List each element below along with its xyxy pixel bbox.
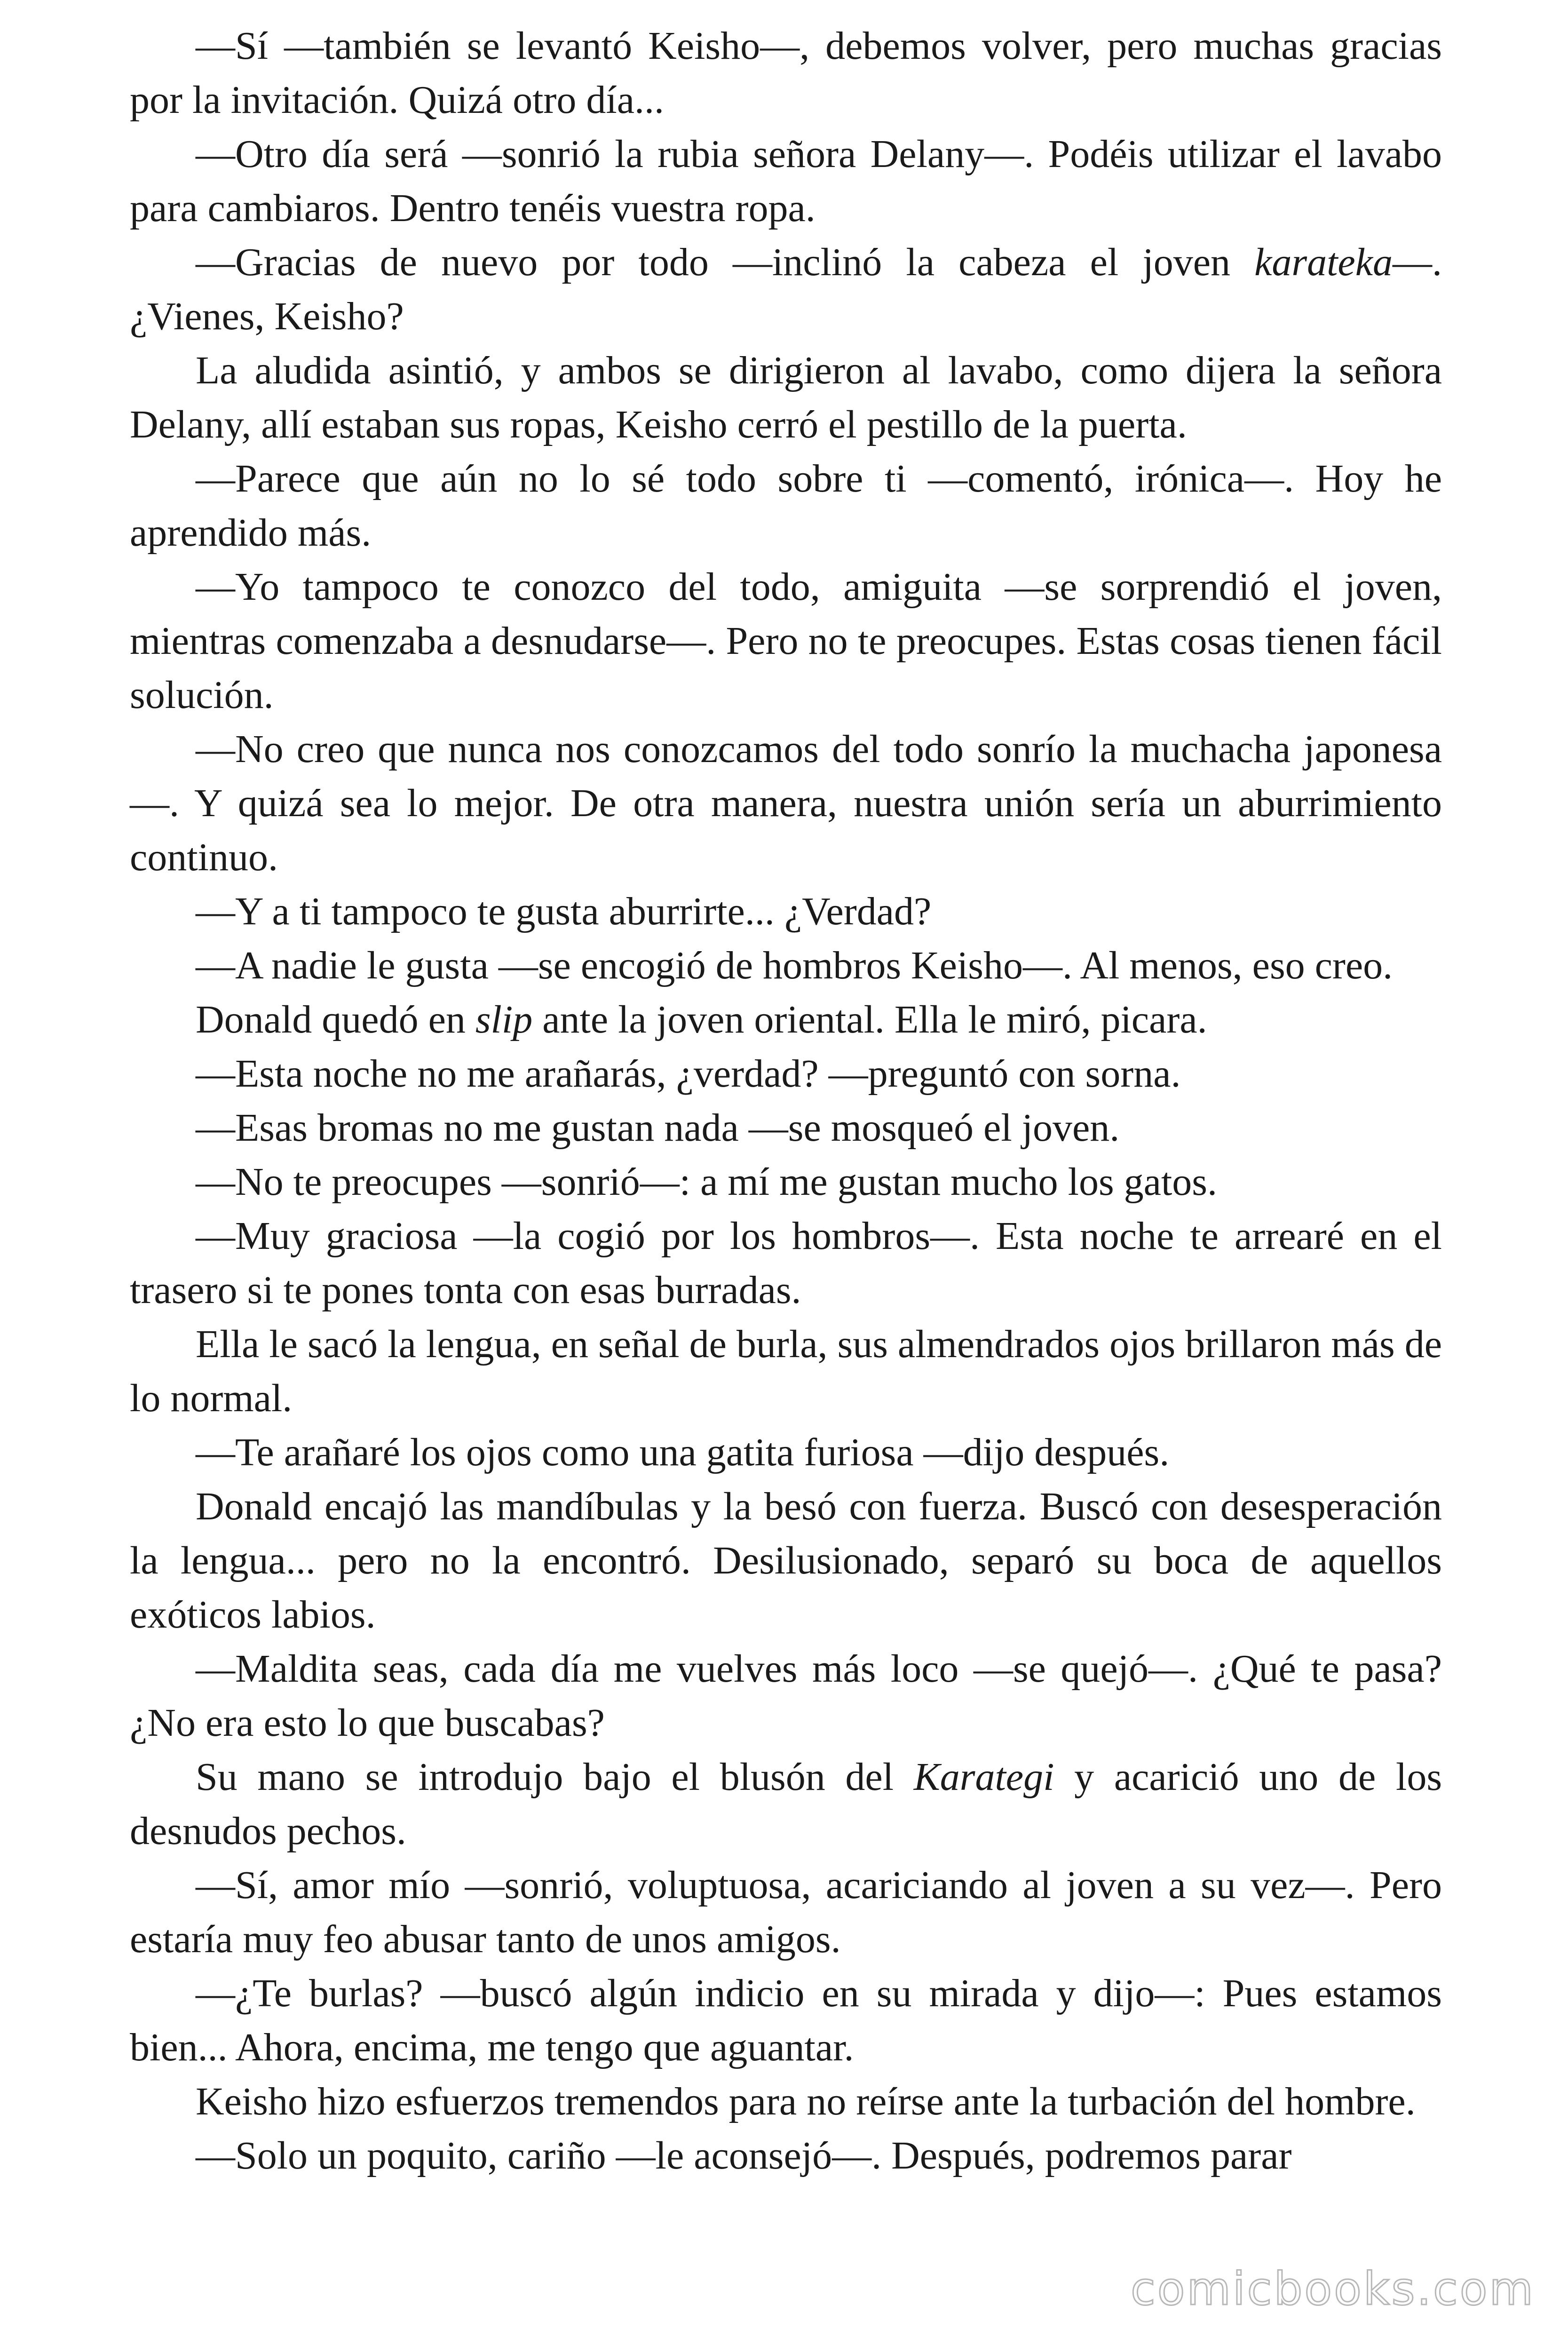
paragraph	[130, 1858, 1442, 1966]
paragraph	[130, 2074, 1442, 2129]
text-run: —Parece que aún no lo sé todo sobre ti —comentó, irónica—. Hoy he aprendido más.	[130, 457, 1442, 555]
text-run: —A nadie le gusta —se encogió de hombros Keisho—. Al menos, eso creo.	[196, 944, 1393, 987]
paragraph	[130, 884, 1442, 938]
italic-text: Karategi	[913, 1755, 1054, 1799]
page-text	[130, 19, 1442, 2183]
paragraph	[130, 235, 1442, 343]
text-run: —Esas bromas no me gustan nada —se mosqueó el joven.	[196, 1106, 1120, 1150]
text-run: —Sí, amor mío —sonrió, voluptuosa, acariciando al joven a su vez—. Pero estaría muy feo abusar tanto de unos amigos.	[130, 1863, 1442, 1961]
paragraph	[130, 1047, 1442, 1101]
paragraph	[130, 560, 1442, 722]
watermark: comicbooks.com	[1130, 2263, 1535, 2315]
paragraph	[130, 19, 1442, 127]
paragraph	[130, 993, 1442, 1047]
italic-text: slip	[475, 998, 533, 1041]
text-run: La aludida asintió, y ambos se dirigieron al lavabo, como dijera la señora Delany, allí estaban sus ropas, Keisho cerró el pestillo de la puerta.	[130, 349, 1442, 446]
text-run: —Esta noche no me arañarás, ¿verdad? —preguntó con sorna.	[196, 1052, 1181, 1096]
paragraph	[130, 1750, 1442, 1858]
paragraph	[130, 1642, 1442, 1750]
paragraph	[130, 343, 1442, 452]
paragraph	[130, 1425, 1442, 1479]
text-run: —Gracias de nuevo por todo —inclinó la cabeza el joven	[196, 240, 1255, 284]
text-run: —Muy graciosa —la cogió por los hombros—. Esta noche te arrearé en el trasero si te pones tonta con esas burradas.	[130, 1214, 1442, 1312]
text-run: —Y a ti tampoco te gusta aburrirte... ¿Verdad?	[196, 890, 932, 933]
text-run: Ella le sacó la lengua, en señal de burla, sus almendrados ojos brillaron más de lo normal.	[130, 1322, 1442, 1420]
paragraph	[130, 1155, 1442, 1209]
text-run: Donald quedó en	[196, 998, 475, 1041]
paragraph	[130, 1209, 1442, 1317]
paragraph	[130, 722, 1442, 884]
text-run: —¿Te burlas? —buscó algún indicio en su mirada y dijo—: Pues estamos bien... Ahora, encima, me tengo que aguantar.	[130, 1971, 1442, 2069]
text-run: —No creo que nunca nos conozcamos del todo sonrío la muchacha japonesa—. Y quizá sea lo mejor. De otra manera, nuestra unión sería un aburrimiento continuo.	[130, 727, 1442, 879]
text-run: —. ¿Vienes, Keisho?	[130, 240, 1442, 338]
paragraph	[130, 127, 1442, 235]
paragraph	[130, 1317, 1442, 1425]
text-run: —Solo un poquito, cariño —le aconsejó—. Después, podremos parar	[196, 2134, 1292, 2177]
text-run: —Otro día será —sonrió la rubia señora Delany—. Podéis utilizar el lavabo para cambiaros. Dentro tenéis vuestra ropa.	[130, 132, 1442, 230]
text-run: —No te preocupes —sonrió—: a mí me gustan mucho los gatos.	[196, 1160, 1217, 1204]
paragraph	[130, 1101, 1442, 1155]
text-run: —Yo tampoco te conozco del todo, amiguita —se sorprendió el joven, mientras comenzaba a desnudarse—. Pero no te preocupes. Estas cosas tienen fácil solución.	[130, 565, 1442, 717]
text-run: Keisho hizo esfuerzos tremendos para no reírse ante la turbación del hombre.	[196, 2080, 1416, 2123]
paragraph	[130, 1966, 1442, 2074]
text-run: —Te arañaré los ojos como una gatita furiosa —dijo después.	[196, 1430, 1170, 1474]
paragraph	[130, 452, 1442, 560]
text-run: Su mano se introdujo bajo el blusón del	[196, 1755, 914, 1799]
text-run: ante la joven oriental. Ella le miró, picara.	[532, 998, 1207, 1041]
paragraph	[130, 938, 1442, 993]
text-run: —Maldita seas, cada día me vuelves más loco —se quejó—. ¿Qué te pasa? ¿No era esto lo que buscabas?	[130, 1647, 1442, 1745]
text-run: y acarició uno de los desnudos pechos.	[130, 1755, 1442, 1853]
text-run: —Sí —también se levantó Keisho—, debemos volver, pero muchas gracias por la invitación. Quizá otro día...	[130, 24, 1442, 122]
italic-text: karateka	[1254, 240, 1393, 284]
text-run: Donald encajó las mandíbulas y la besó con fuerza. Buscó con desesperación la lengua... pero no la encontró. Desilusionado, separó su boca de aquellos exóticos labios.	[130, 1485, 1442, 1637]
paragraph	[130, 1479, 1442, 1642]
paragraph	[130, 2129, 1442, 2183]
